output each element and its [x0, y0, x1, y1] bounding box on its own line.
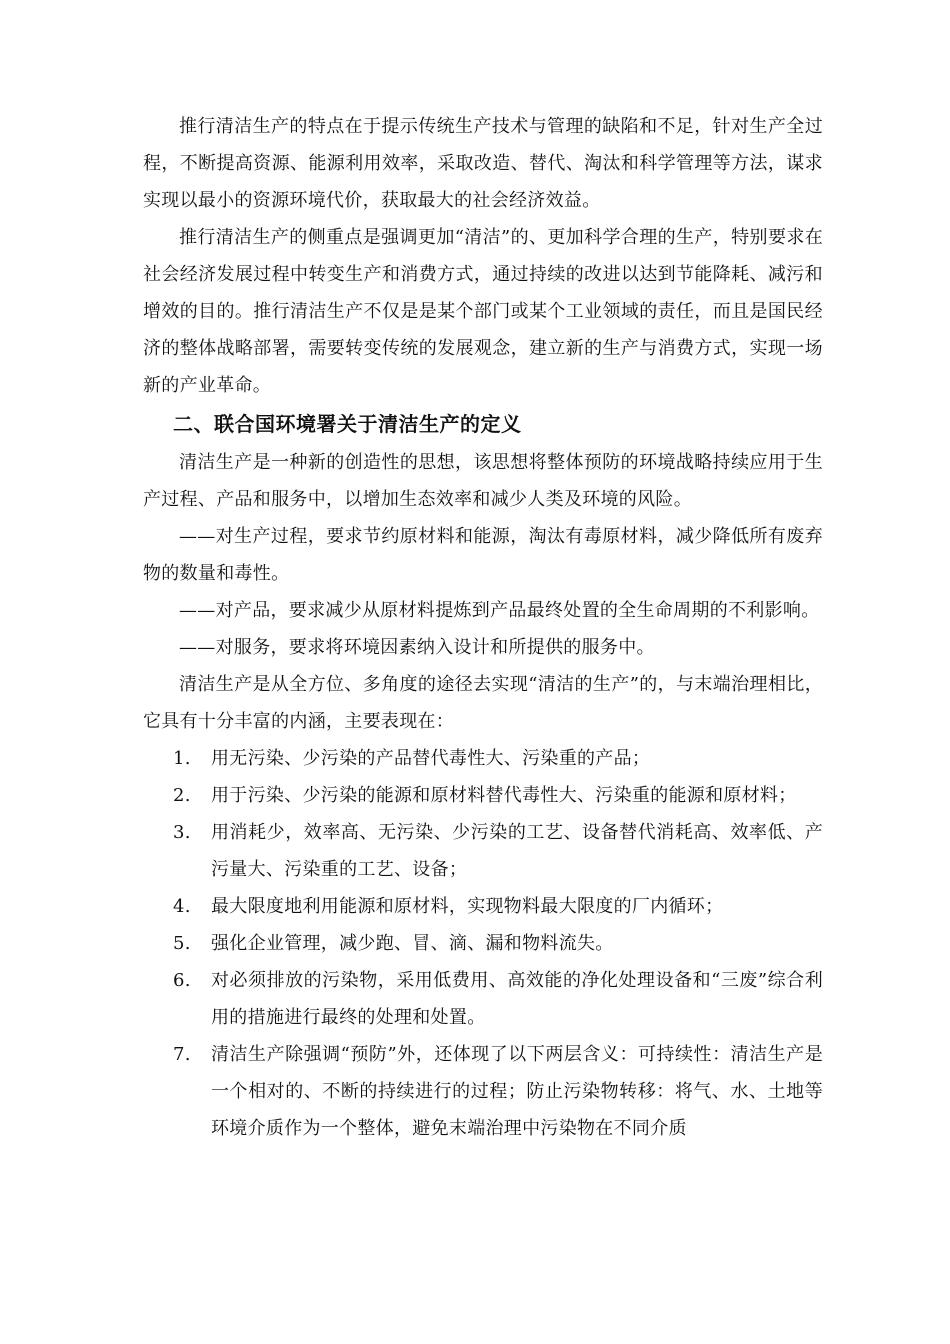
body-paragraph: 推行清洁生产的特点在于提示传统生产技术与管理的缺陷和不足，针对生产全过程，不断提高资源、能源利用效率，采取改造、替代、淘汰和科学管理等方法，谋求实现以最小的资源环境代价，获取最大的社会经济效益。: [143, 116, 823, 211]
list-item-number: 4.: [173, 896, 191, 917]
list-item-number: 7.: [173, 1044, 191, 1065]
connotation-list: [143, 740, 823, 1147]
document-page: [143, 108, 823, 1147]
list-item-number: 2.: [173, 785, 191, 806]
list-item-text: 用无污染、少污染的产品替代毒性大、污染重的产品；: [211, 748, 651, 769]
body-paragraph: 推行清洁生产的侧重点是强调更加“清洁”的、更加科学合理的生产，特别要求在社会经济发展过程中转变生产和消费方式，通过持续的改进以达到节能降耗、减污和增效的目的。推行清洁生产不仅是是某个部门或某个工业领域的责任，而且是国民经济的整体战略部署，需要转变传统的发展观念，建立新的生产与消费方式，实现一场新的产业革命。: [143, 227, 823, 396]
service-requirement-paragraph: ——对服务，要求将环境因素纳入设计和所提供的服务中。: [179, 637, 655, 658]
list-item: [143, 925, 823, 962]
list-item-number: 3.: [173, 822, 191, 843]
list-item-number: 6.: [173, 970, 191, 991]
list-item-text: 用消耗少，效率高、无污染、少污染的工艺、设备替代消耗高、效率低、产污量大、污染重的工艺、设备；: [211, 822, 823, 880]
section-heading: 二、联合国环境署关于清洁生产的定义: [173, 412, 522, 436]
list-item: [143, 740, 823, 777]
list-item-text: 用于污染、少污染的能源和原材料替代毒性大、污染重的能源和原材料；: [211, 785, 797, 806]
list-item: [143, 1036, 823, 1147]
list-item-number: 5.: [173, 933, 191, 954]
list-item-text: 清洁生产除强调“预防”外，还体现了以下两层含义：可持续性：清洁生产是一个相对的、不断的持续进行的过程；防止污染物转移：将气、水、土地等环境介质作为一个整体，避免末端治理中污染物在不同介质: [211, 1044, 823, 1139]
product-requirement-paragraph: ——对产品，要求减少从原材料提炼到产品最终处置的全生命周期的不利影响。: [179, 600, 820, 621]
list-item-text: 对必须排放的污染物，采用低费用、高效能的净化处理设备和“三废”综合利用的措施进行最终的处理和处置。: [211, 970, 823, 1028]
list-item-number: 1.: [173, 748, 191, 769]
list-item: [143, 777, 823, 814]
list-item-text: 最大限度地利用能源和原材料，实现物料最大限度的厂内循环；: [211, 896, 724, 917]
definition-paragraph: 清洁生产是一种新的创造性的思想，该思想将整体预防的环境战略持续应用于生产过程、产品和服务中，以增加生态效率和减少人类及环境的风险。: [143, 452, 823, 510]
list-item: [143, 962, 823, 1036]
list-item: [143, 888, 823, 925]
list-item: [143, 814, 823, 888]
connotation-intro-paragraph: 清洁生产是从全方位、多角度的途径去实现“清洁的生产”的，与末端治理相比，它具有十分丰富的内涵，主要表现在：: [143, 674, 823, 732]
process-requirement-paragraph: ——对生产过程，要求节约原材料和能源，淘汰有毒原材料，减少降低所有废弃物的数量和毒性。: [143, 526, 823, 584]
list-item-text: 强化企业管理，减少跑、冒、滴、漏和物料流失。: [211, 933, 614, 954]
